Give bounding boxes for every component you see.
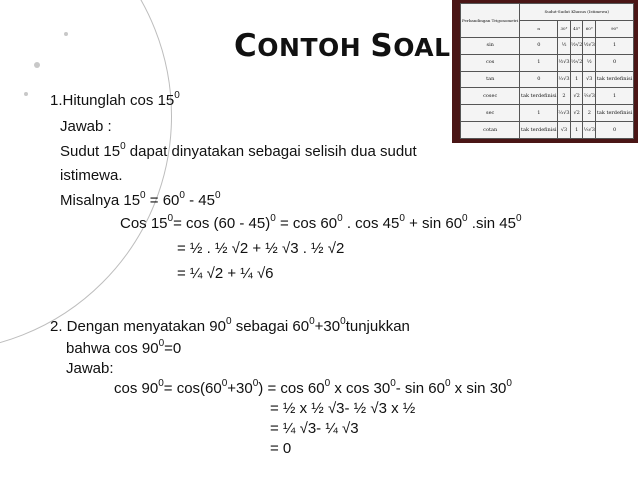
table-row: cos 1 ½√3 ½√2 ½ 0 xyxy=(461,54,634,71)
equation-line: Cos $15^0= \cos (60 - 45)^0 = \cos 60^0$ . $\cos 45^0 + \sin 60^0$ .sin $45^0$ xyxy=(120,213,522,232)
table-row: sec 1 ⅔√3 √2 2 tak terdefinisi xyxy=(461,105,634,122)
slide-title: CONTOH SOAL xyxy=(234,28,451,64)
equation-line: $\cos 90^0= \cos(60^0+30^0) = \cos 60^0$ x $\cos 30^0-$ $\sin 60^0$ x $\sin 30^0$ xyxy=(114,378,512,397)
answer-label: Jawab : xyxy=(60,118,112,135)
table-header-trig: Perbandingan Trigonometri xyxy=(461,4,520,38)
angle-header: 90° xyxy=(596,20,634,37)
question-2: 2. Dengan menyatakan $90^0$ sebagai $60^0+30^0tunjukkan$ xyxy=(50,316,410,335)
angle-header: α xyxy=(520,20,558,37)
table-header-angles: Sudut-Sudut Khusus (Istimewa) xyxy=(520,4,634,21)
answer-line: Sudut $15^0$ dapat dinyatakan sebagai selisih dua sudut xyxy=(60,141,417,160)
equation-line: = ¼ √3- ¼ √3 xyxy=(270,420,359,437)
trig-special-angles-table xyxy=(460,3,634,139)
answer-line: Misalnya $15^0 = 60^0 - 45^0$ xyxy=(60,190,221,209)
question-1: 1.Hitunglah $\cos 15^0$ xyxy=(50,90,180,109)
angle-header: 45° xyxy=(570,20,583,37)
question-2-line: bahwa $\cos 90^0=0$ xyxy=(66,338,182,357)
angle-header: 60° xyxy=(583,20,596,37)
equation-line: = ½ . ½ √2 + ½ √3 . ½ √2 xyxy=(177,240,345,257)
decorative-dot xyxy=(34,62,40,68)
answer-line: istimewa. xyxy=(60,167,123,184)
table-row: cotan tak terdefinisi √3 1 ⅓√3 0 xyxy=(461,122,634,139)
equation-line: = 0 xyxy=(270,440,292,457)
angle-header: 30° xyxy=(558,20,571,37)
table-row: sin 0 ½ ½√2 ½√3 1 xyxy=(461,37,634,54)
trig-table-image xyxy=(452,0,638,143)
table-row: cosec tak terdefinisi 2 √2 ⅔√3 1 xyxy=(461,88,634,105)
equation-line: = ¼ √2 + ¼ √6 xyxy=(177,265,274,282)
decorative-dot xyxy=(64,32,68,36)
answer-label: Jawab: xyxy=(66,360,114,377)
table-row: tan 0 ⅓√3 1 √3 tak terdefinisi xyxy=(461,71,634,88)
equation-line: = ½ x ½ √3- ½ √3 x ½ xyxy=(270,400,416,417)
decorative-dot xyxy=(24,92,28,96)
